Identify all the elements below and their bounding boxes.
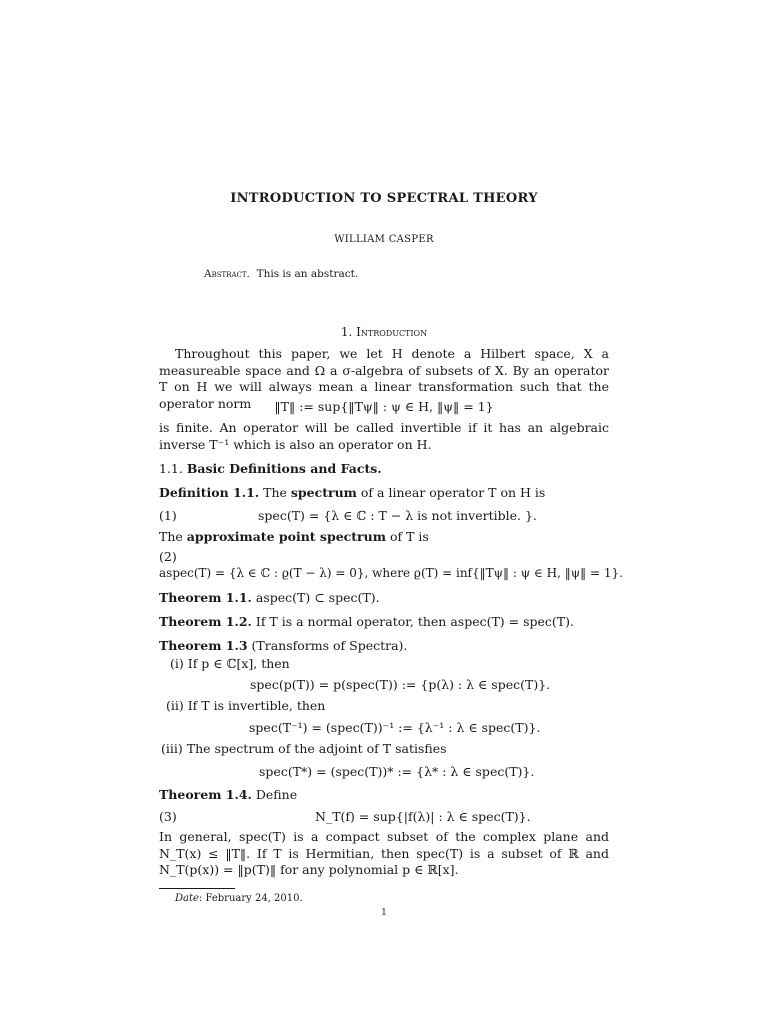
list-item-ii [166,698,325,713]
list-marker: (i) [170,656,184,671]
equation-2-tag: (2) [159,549,177,564]
equation-1: spec(T) = {λ ∈ ℂ : T − λ is not invertible. }. [258,508,537,523]
section-heading: 1. Introduction [340,325,428,339]
subsection-number: 1.1. [159,461,183,476]
intro-paragraph-2: is finite. An operator will be called invertible if it has an algebraic inverse T⁻¹ which is also an operator on H. [159,420,609,452]
footnote-rule [159,888,235,889]
theorem-1-2 [159,614,574,629]
footnote-label: Date [175,893,199,904]
theorem-label: Theorem 1.3 [159,638,248,653]
approx-post: of T is [389,529,429,544]
list-text: The spectrum of the adjoint of T satisfies [186,741,447,756]
subsection-title: Basic Definitions and Facts. [186,461,382,476]
list-item-iii-equation: spec(T*) = (spec(T))* := {λ* : λ ∈ spec(T)}. [259,764,535,779]
closing-paragraph: In general, spec(T) is a compact subset of the complex plane and N_T(x) ≤ ‖T‖. If T is Hermitian, then spec(T) is a subset of ℝ and N_T(p(x)) = ‖p(T)‖ for any polynomial p ∈ ℝ[x]. [159,829,609,877]
theorem-1-3 [159,638,407,653]
theorem-text: Define [255,787,298,802]
list-item-ii-equation: spec(T⁻¹) = (spec(T))⁻¹ := {λ⁻¹ : λ ∈ spec(T)}. [249,720,541,735]
abstract [204,268,358,280]
equation-2: aspec(T) = {λ ∈ ℂ : ϱ(T − λ) = 0}, where ϱ(T) = inf{‖Tψ‖ : ψ ∈ H, ‖ψ‖ = 1}. [159,566,623,580]
footnote [175,893,303,904]
abstract-text: This is an abstract. [256,268,359,280]
list-text: If p ∈ ℂ[x], then [187,656,290,671]
list-item-i-equation: spec(p(T)) = p(spec(T)) := {p(λ) : λ ∈ spec(T)}. [250,677,551,692]
definition-term: spectrum [290,485,357,500]
definition-post: of a linear operator T on H is [360,485,546,500]
norm-equation: ‖T‖ := sup{‖Tψ‖ : ψ ∈ H, ‖ψ‖ = 1} [274,399,494,414]
theorem-1-1 [159,590,380,605]
footnote-text: : February 24, 2010. [198,893,303,904]
abstract-label: Abstract. [204,268,250,280]
definition-1-1 [159,485,545,500]
intro-paragraph: Throughout this paper, we let H denote a Hilbert space, X a measureable space and Ω a σ-algebra of subsets of X. By an operator T on H we will always mean a linear transformation such that the operator norm [159,346,609,411]
equation-1-tag: (1) [159,508,177,523]
equation-3-tag: (3) [159,809,177,824]
list-item-iii [161,741,447,756]
definition-pre: The [263,485,287,500]
list-marker: (iii) [161,741,183,756]
theorem-text: aspec(T) ⊂ spec(T). [255,590,380,605]
theorem-text: If T is a normal operator, then aspec(T) = spec(T). [255,614,574,629]
approx-spectrum-line [159,529,429,544]
list-item-i [170,656,290,671]
definition-label: Definition 1.1. [159,485,260,500]
subsection-heading [159,461,382,476]
theorem-label: Theorem 1.1. [159,590,252,605]
approx-term: approximate point spectrum [186,529,386,544]
theorem-1-4 [159,787,297,802]
list-text: If T is invertible, then [187,698,326,713]
author-name: WILLIAM CASPER [334,234,434,245]
list-marker: (ii) [166,698,184,713]
approx-pre: The [159,529,183,544]
paper-title: INTRODUCTION TO SPECTRAL THEORY [230,191,538,206]
theorem-paren: (Transforms of Spectra). [251,638,408,653]
equation-3: N_T(f) = sup{|f(λ)| : λ ∈ spec(T)}. [315,809,531,824]
theorem-label: Theorem 1.4. [159,787,252,802]
page-number: 1 [381,908,387,918]
theorem-label: Theorem 1.2. [159,614,252,629]
